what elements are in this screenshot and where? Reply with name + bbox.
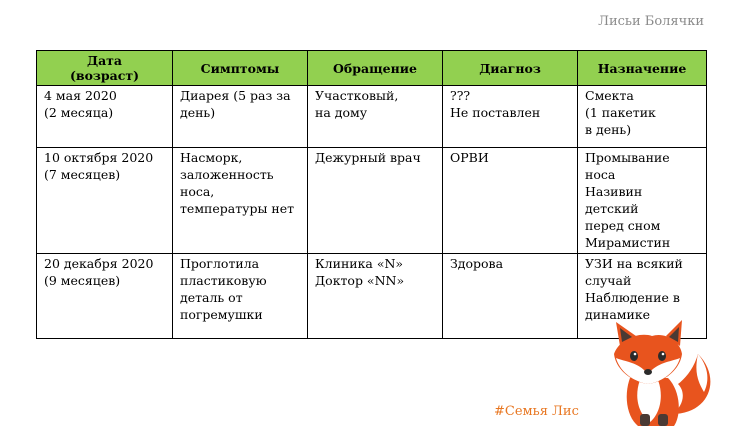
header-diagnosis: Диагноз — [443, 51, 578, 86]
visit-line: на дому — [315, 105, 368, 120]
symptom-line: заложенность — [180, 167, 274, 182]
date-text: 10 октября 2020 — [44, 150, 154, 165]
brand-title: Лисьи Болячки — [598, 14, 704, 29]
table-header-row — [37, 51, 707, 86]
cell-date — [37, 254, 173, 339]
header-treatment: Назначение — [578, 51, 707, 86]
cell-date — [37, 86, 173, 148]
cell-diagnosis — [443, 148, 578, 254]
symptom-line: Диарея (5 раз за — [180, 88, 291, 103]
treatment-line: Наблюдение в — [585, 290, 680, 305]
treatment-line: Мирамистин — [585, 235, 671, 250]
age-text: (2 месяца) — [44, 105, 114, 120]
diagnosis-line: Здорова — [450, 256, 504, 271]
symptom-line: пластиковую — [180, 273, 267, 288]
visit-line: Дежурный врач — [315, 150, 421, 165]
symptom-line: носа, — [180, 184, 215, 199]
treatment-line: УЗИ на всякий — [585, 256, 683, 271]
header-age-label: (возраст) — [69, 68, 140, 83]
diagnosis-line: Не поставлен — [450, 105, 541, 120]
cell-symptoms — [173, 86, 308, 148]
treatment-line: Смекта — [585, 88, 634, 103]
fox-eye-left — [630, 351, 638, 361]
cell-diagnosis — [443, 254, 578, 339]
date-text: 4 мая 2020 — [44, 88, 117, 103]
header-symptoms: Симптомы — [173, 51, 308, 86]
fox-nose — [644, 369, 652, 375]
cell-symptoms — [173, 254, 308, 339]
diagnosis-line: ??? — [450, 88, 471, 103]
treatment-line: динамике — [585, 307, 651, 322]
header-date — [37, 51, 173, 86]
age-text: (7 месяцев) — [44, 167, 121, 182]
date-text: 20 декабря 2020 — [44, 256, 154, 271]
treatment-line: Промывание носа — [585, 150, 670, 182]
cell-symptoms — [173, 148, 308, 254]
symptom-line: день) — [180, 105, 216, 120]
age-text: (9 месяцев) — [44, 273, 121, 288]
hashtag-label: #Семья Лис — [494, 404, 579, 419]
visit-line: Клиника «N» — [315, 256, 404, 271]
fox-eye-right — [658, 351, 666, 361]
header-visit: Обращение — [308, 51, 443, 86]
cell-visit — [308, 254, 443, 339]
treatment-line: Називин детский — [585, 184, 643, 216]
cell-date — [37, 148, 173, 254]
visit-line: Доктор «NN» — [315, 273, 405, 288]
visit-line: Участковый, — [315, 88, 399, 103]
treatment-line: перед сном — [585, 218, 661, 233]
treatment-line: случай — [585, 273, 632, 288]
table-row — [37, 148, 707, 254]
symptom-line: погремушки — [180, 307, 263, 322]
table-row — [37, 86, 707, 148]
cell-visit — [308, 148, 443, 254]
fox-leg — [658, 414, 668, 426]
cell-diagnosis — [443, 86, 578, 148]
symptom-line: температуры нет — [180, 201, 295, 216]
treatment-line: (1 пакетик — [585, 105, 656, 120]
treatment-line: в день) — [585, 122, 632, 137]
symptom-line: Насморк, — [180, 150, 243, 165]
cell-treatment — [578, 148, 707, 254]
header-date-label: Дата — [86, 53, 123, 68]
medical-record-table — [36, 50, 707, 339]
cell-treatment — [578, 86, 707, 148]
diagnosis-line: ОРВИ — [450, 150, 489, 165]
cell-visit — [308, 86, 443, 148]
symptom-line: деталь от — [180, 290, 243, 305]
fox-illustration — [590, 318, 720, 430]
symptom-line: Проглотила — [180, 256, 260, 271]
fox-leg — [640, 414, 650, 426]
